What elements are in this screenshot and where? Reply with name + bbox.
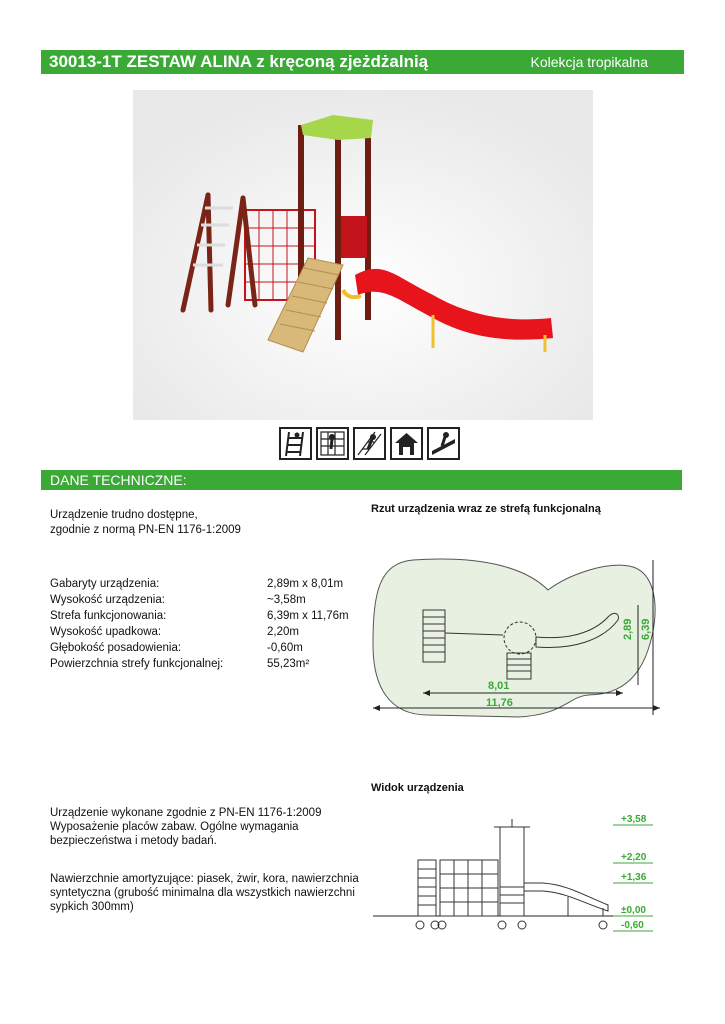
spec-table xyxy=(50,578,370,678)
spec-label: Wysokość urządzenia: xyxy=(50,594,165,606)
net-climb-icon xyxy=(316,427,349,460)
activity-icons xyxy=(279,427,464,462)
section-title: DANE TECHNICZNE: xyxy=(50,472,187,488)
shelter-icon xyxy=(390,427,423,460)
spec-row xyxy=(50,578,370,594)
spec-label: Strefa funkcjonowania: xyxy=(50,610,167,622)
dim-zone-length: 11,76 xyxy=(486,697,513,709)
norms-line-2: Wyposażenie placów zabaw. Ogólne wymagania xyxy=(50,821,299,833)
spec-row xyxy=(50,610,370,626)
product-title: 30013-1T ZESTAW ALINA z kręconą zjeżdżalnią xyxy=(49,52,429,71)
spec-label: Powierzchnia strefy funkcjonalnej: xyxy=(50,658,224,670)
level-label: +2,20 xyxy=(621,852,647,863)
dim-length: 8,01 xyxy=(488,680,510,692)
surfaces-line-3: sypkich 300mm) xyxy=(50,901,134,913)
spec-value: 2,89m x 8,01m xyxy=(267,578,344,590)
level-label: ±0,00 xyxy=(621,905,646,916)
spec-label: Gabaryty urządzenia: xyxy=(50,578,160,590)
spec-value: 2,20m xyxy=(267,626,299,638)
level-label: +1,36 xyxy=(621,872,647,883)
level-label: -0,60 xyxy=(621,920,644,931)
spec-value: ~3,58m xyxy=(267,594,306,606)
norms-note xyxy=(50,806,321,848)
spec-label: Wysokość upadkowa: xyxy=(50,626,162,638)
accessibility-line-2: zgodnie z normą PN-EN 1176-1:2009 xyxy=(50,524,241,536)
product-image xyxy=(133,90,593,420)
ladder-climb-icon xyxy=(279,427,312,460)
spec-label: Głębokość posadowienia: xyxy=(50,642,182,654)
section-bar-end xyxy=(682,470,684,490)
slide-icon xyxy=(427,427,460,460)
wall-climb-icon xyxy=(353,427,386,460)
surfaces-line-2: syntetyczna (grubość minimalna dla wszystkich nawierzchni xyxy=(50,887,355,899)
spec-row xyxy=(50,658,370,674)
plan-drawing xyxy=(368,555,668,725)
title-bar xyxy=(41,50,684,74)
spec-row xyxy=(50,594,370,610)
collection-name: Kolekcja tropikalna xyxy=(530,54,648,70)
spec-value: 6,39m x 11,76m xyxy=(267,610,349,622)
dim-width: 2,89 xyxy=(622,618,634,640)
dim-zone-width: 6,39 xyxy=(640,618,652,640)
section-bar xyxy=(41,470,684,490)
norms-line-1: Urządzenie wykonane zgodnie z PN-EN 1176-1:2009 xyxy=(50,807,322,819)
surfaces-note xyxy=(50,872,359,914)
accessibility-note xyxy=(50,508,241,538)
plan-title: Rzut urządzenia wraz ze strefą funkcjonalną xyxy=(371,503,601,515)
accessibility-line-1: Urządzenie trudno dostępne, xyxy=(50,509,198,521)
level-label: +3,58 xyxy=(621,814,647,825)
spec-row xyxy=(50,626,370,642)
elevation-title: Widok urządzenia xyxy=(371,782,464,794)
playground-render xyxy=(133,90,593,420)
spec-row xyxy=(50,642,370,658)
surfaces-line-1: Nawierzchnie amortyzujące: piasek, żwir, kora, nawierzchnia xyxy=(50,873,359,885)
spec-value: -0,60m xyxy=(267,642,303,654)
spec-value: 55,23m² xyxy=(267,658,310,670)
norms-line-3: bezpieczeństwa i metody badań. xyxy=(50,835,217,847)
elevation-drawing xyxy=(368,805,658,935)
